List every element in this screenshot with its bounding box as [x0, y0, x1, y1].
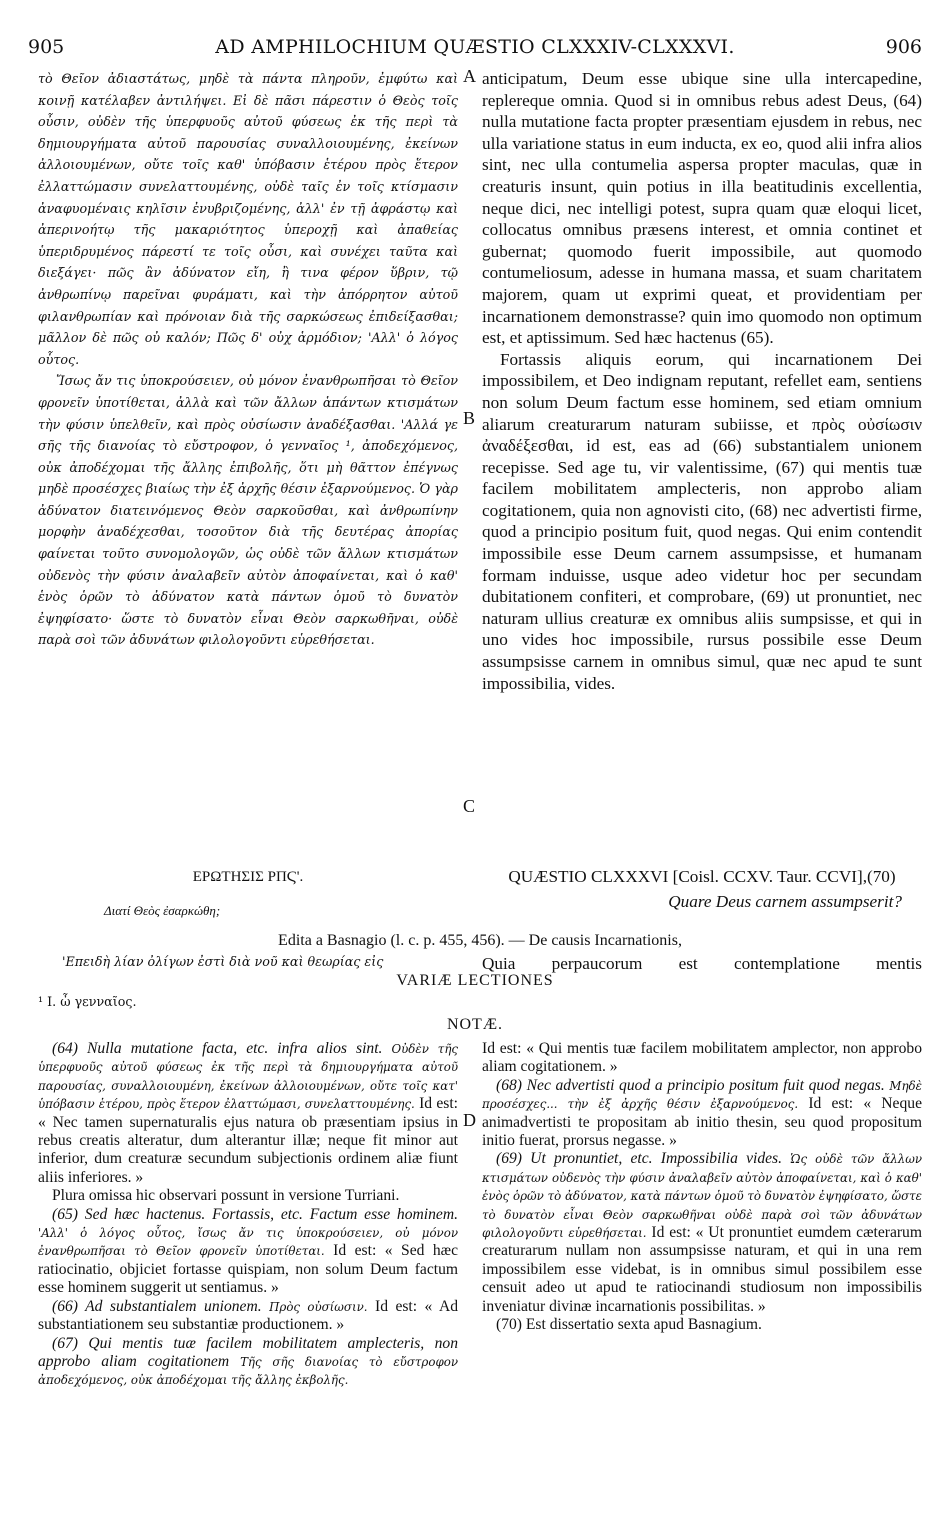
note-lemma: (69) Ut pronuntiet, etc. Impossibilia vides. [496, 1150, 783, 1168]
notes-right-column [482, 1040, 922, 1335]
latin-column [482, 68, 922, 694]
column-marker-c: C [463, 796, 476, 816]
note-text: Id est: « Neque animadvertisti te propositam ab initio thesin, seu quod propositum initio fuerat, prorsus negasse. » [482, 1095, 922, 1150]
note-greek: Οὐδὲν τῆς ὑπερφυοῦς αὐτοῦ φύσεως ἐκ τῆς περὶ τὰ δημιουργήματα αὐτοῦ παρουσίας, συναλλοιουμένη, ἐκείνων ἀλλοιουμένων, οὔτε τοῖς κατ' ὑπόβασιν ἑτέρου, πρὸς ἕτερον ἐλαττώμασι, συνελαττουμένης. [38, 1042, 458, 1112]
note-text: Id est: « Ad substantiationem seu substantiæ productionem. » [38, 1297, 459, 1334]
greek-paragraph: τὸ Θεῖον ἀδιαστάτως, μηδὲ τὰ πάντα πληροῦν, ἐμφύτω καὶ κοινῇ κατέλαβεν ἀντιλήψει. Εἰ δὲ πᾶσι πάρεστιν ὁ Θεὸς τοῖς οὖσιν, οὐδὲν τῆς ὑπερφυοῦς αὐτοῦ φύσεως ἐκ τῆς περὶ τὰ δημιουργήματα αὐτοῦ παρουσίας συναλλοιουμένης, ἐκείνων ἀλλοιουμένων, οὔτε τοῖς καθ' ὑπόβασιν ἑτέρου πρὸς ἕτερον ἐλλαττώμασιν συνελαττουμένης, οὐδὲ ταῖς ἐν τοῖς κτίσμασιν ἀναφυομέναις κηλῖσιν ἐνυβριζομένης, ἀλλ' ἐν τῇ ἀφράστῳ καὶ ἀπερινοήτῳ τῆς μακαριότητος ὑπεροχῇ καὶ ἀπαθείας ὑπεριδρυμένος πάρεστί τε τοῖς οὖσι, καὶ συνέχει ταῦτα καὶ διεξάγει· πῶς ἂν ἀδύνατον εἴη, ἢ τινα φέρον ὕβριν, τῷ ἀνθρωπίνῳ παρεῖναι φυράματι, καὶ τὴν ἀπόρρητον αὐτοῦ φιλανθρωπίαν καὶ πρόνοιαν διὰ τῆς σαρκώσεως ἐπιδείξασθαι; μᾶλλον δὲ πῶς οὐ καλόν; Πῶς δ' οὐχ ἁρμόδιον; 'Αλλ' ὁ λόγος οὗτος. [38, 71, 458, 367]
greek-incipit: 'Επειδὴ λίαν ὀλίγων ἐστὶ διὰ νοῦ καὶ θεωρίας εἰς [62, 954, 384, 969]
note-text: Id est: « Sed hæc ratiocinatio, objiciet fortasse quispiam, non solum Deum factum esse hominem suggerit ut sentiamus. » [38, 1242, 458, 1297]
note-greek: 'Αλλ' ὁ λόγος οὗτος, ἴσως ἄν τις ὑποκρούσειεν, οὐ μόνον ἐνανθρωπῆσαι τὸ Θεῖον φρονεῖν ὑποτίθεται. [38, 1226, 458, 1259]
column-marker-d: D [463, 1110, 476, 1130]
note-lemma: (65) Sed hæc hactenus. Fortassis, etc. Factum esse hominem. [52, 1205, 458, 1223]
note-lemma: (67) Qui mentis tuæ facilem mobilitatem amplecteris, non approbo aliam cogitationem [38, 1334, 458, 1370]
latin-question-title: QUÆSTIO CLXXXVI [Coisl. CCXV. Taur. CCVI],(70) [508, 867, 896, 886]
notes-left-column [38, 1040, 458, 1390]
latin-incipit: Quia perpaucorum est contemplatione mentis [482, 954, 922, 973]
running-title: AD AMPHILOCHIUM QUÆSTIO CLXXXIV-CLXXXVI. [215, 36, 735, 58]
note-69 [482, 1150, 922, 1316]
page-header [28, 36, 922, 62]
greek-column [38, 68, 458, 651]
greek-question-heading [38, 866, 458, 922]
greek-paragraph: Ἴσως ἄν τις ὑποκρούσειεν, οὐ μόνον ἐνανθρωπῆσαι τὸ Θεῖον φρονεῖν ὑποτίθεται, ἀλλὰ καὶ τῶν ἄλλων ἁπάντων κτισμάτων τὴν φύσιν ὑπελθεῖν, καὶ πρὸς οὐσίωσιν ἀναδέξασθαι. 'Αλλά γε σῆς τῆς διανοίας τὸ εὔστροφον, ὁ γενναῖος ¹, ἀποδεχόμενος, οὐκ ἀποδέχομαι τῆς ἄλλης ἐπιβολῆς, ὅτι μὴ θᾶττον ἐπέγνως μηδὲ προσέσχες βιαίως τὴν ἐξ ἀρχῆς θέσιν ἐξαρνούμενος. Ὁ γὰρ ἀδύνατον διατεινόμενος Θεὸν σαρκοῦσθαι, καὶ ἀνθρωπίνην μορφὴν ἀναδέχεσθαι, τοσοῦτον διὰ τῆς δευτέρας ἀπορίας φαίνεται τοῦτο συνομολογῶν, ὡς οὐδὲ τῶν ἄλλων κτισμάτων οὐδενὸς τὴν φύσιν ἀναλαβεῖν αὐτὸν ἀποφαίνεται, καὶ ὁ καθ' ἑνὸς ὁρῶν τὸ ἀδύνατον κατὰ πάντων ὁμοῦ τὸ δυνατὸν ἐψηφίσατο· ὥστε τὸ δυνατὸν εἶναι Θεὸν σαρκωθῆναι, οὐδὲ παρὰ σοὶ τῶν ἀδυνάτων φιλολογοῦντι εὑρεθήσεται. [38, 373, 458, 648]
greek-question-title: ΕΡΩΤΗΣΙΣ ΡΠϚ'. [192, 869, 304, 885]
column-marker-b: B [463, 408, 476, 428]
edition-note: Edita a Basnagio (l. c. p. 455, 456). — De causis Incarnationis, [278, 932, 682, 949]
note-lemma: (64) Nulla mutatione facta, etc. infra alios sint. [52, 1040, 383, 1057]
note-64-extra: Plura omissa hic observari possunt in versione Turriani. [52, 1187, 400, 1205]
note-lemma: (66) Ad substantialem unionem. [52, 1297, 262, 1315]
note-70: (70) Est dissertatio sexta apud Basnagium. [496, 1316, 762, 1334]
note-text: Id est: « Nec tamen supernaturalis ejus natura ob præsentiam ipsius in rebus creatis alteratur, dum alterantur illæ; neque fit minor aut inferior, dum creaturæ secundum subjectionis ordinem aliæ fiunt aliis inferiores. » [38, 1095, 459, 1186]
note-lemma: (68) Nec advertisti quod a principio positum fuit quod negas. [496, 1076, 885, 1094]
latin-question-subtitle: Quare Deus carnem assumpserit? [668, 892, 902, 911]
note-65 [38, 1206, 458, 1298]
column-marker-a: A [463, 66, 476, 86]
latin-paragraph: anticipatum, Deum esse ubique sine ulla intercapedine, replereque omnia. Quod si in omnibus rebus adest Deus, (64) nulla mutatione facta propter præsentiam ejusdem in rebus, nec ulla variatione status in eum inducta, ex eo, quod alii infra alios sint, nec ulla contumelia aspersa propter maculas, quæ in creaturis insunt, quin potius in illa beatitudinis excellentia, neque dici, nec intelligi potest, supra quam quæ eloqui licet, collocatus omnibus præsens interest, et omnia continet et gubernat; quomodo fuerit impossibile, aut quomodo contumeliosum, adesse in humana massa, et suam charitatem majorem, quam ut exprimi queat, et providentiam per incarnationem demonstrasse? quin imo quomodo non optimum est, et aptissimum. Sed hæc hactenus (65). [482, 69, 922, 348]
note-greek: Ὡς οὐδὲ τῶν ἄλλων κτισμάτων οὐδενὸς τὴν φύσιν ἀναλαβεῖν αὐτὸν ἀποφαίνεται, καὶ ὁ καθ' ἑνὸς ὁρῶν τὸ ἀδύνατον, κατὰ πάντων ὁμοῦ τὸ δυνατὸν ἐψηφίσατο, ὥστε τὸ δυνατὸν εἶναι Θεὸν σαρκωθῆναι οὐδὲ παρὰ σοὶ τῶν ἀδυνάτων φιλολογοῦντι εὑρεθήσεται. [482, 1152, 923, 1241]
page-number-right: 906 [885, 36, 922, 58]
latin-paragraph: Fortassis aliquis eorum, qui incarnationem Dei impossibilem, et Deo indignam reputant, refellet eam, sentiens non solum Deum factum esse hominem, sed etiam omnium aliarum creaturarum naturam subiisse, et πρὸς οὐσίωσιν ἀναδέξεσθαι, id est, eas ad (66) substantialem unionem recepisse. Sed age tu, vir valentissime, (67) qui mentis tuæ facilem mobilitatem amplecteris, non approbo aliam cogitationem, quia non agnovisti cito, (68) nec advertisti firme, quod a principio positum fuit, quod negas. Qui enim contendit impossibile esse Deum carnem assumpsisse, et humanam formam induisse, usque adeo videtur hoc per secundam dubitationem confiteri, et comprobare, (69) ut pronuntiet, nec naturam ullius creaturæ ex omnibus aliis sumpsisse, et qui in uno vides hoc impossibile, rursus possibile esse Deum assumpsisse carnem in omnibus simul, quæ nec apud te sunt impossibilia, vides. [482, 349, 922, 693]
greek-question-subtitle: Διατί Θεὸς ἐσαρκώθη; [104, 903, 221, 918]
note-greek: Πρὸς οὐσίωσιν. [269, 1299, 368, 1314]
note-67-cont: Id est: « Qui mentis tuæ facilem mobilitatem amplector, non approbo aliam cogitationem. » [482, 1040, 922, 1076]
note-64 [38, 1040, 458, 1187]
notae-heading: NOTÆ. [446, 1016, 504, 1033]
note-67 [38, 1335, 458, 1390]
latin-question-heading [482, 866, 922, 912]
note-66 [38, 1298, 458, 1335]
variant-reading: ¹ I. ὦ γενναῖος. [38, 994, 137, 1009]
variae-lectiones-heading: VARIÆ LECTIONES [396, 972, 554, 989]
note-68 [482, 1077, 922, 1151]
note-text: Id est: « Ut pronuntiet eumdem cæterarum creaturarum nullam non assumpsisse naturam, et qui in una rem impossibilem esse videbat, is in omnibus simul possibilem esse censuit adeo ut apud te ratiocinandi studiosum non impossibilis inveniatur divinæ incarnationis possibilitas. » [482, 1224, 922, 1315]
page-number-left: 905 [28, 36, 65, 58]
note-greek: Μηδὲ προσέσχες... τὴν ἐξ ἀρχῆς θέσιν ἐξαρνούμενος. [482, 1078, 922, 1112]
note-greek: Τῆς σῆς διανοίας τὸ εὔστροφον ἀποδεχόμενος, οὐκ ἀποδέχομαι τῆς ἄλλης ἐκβολῆς. [38, 1354, 458, 1388]
